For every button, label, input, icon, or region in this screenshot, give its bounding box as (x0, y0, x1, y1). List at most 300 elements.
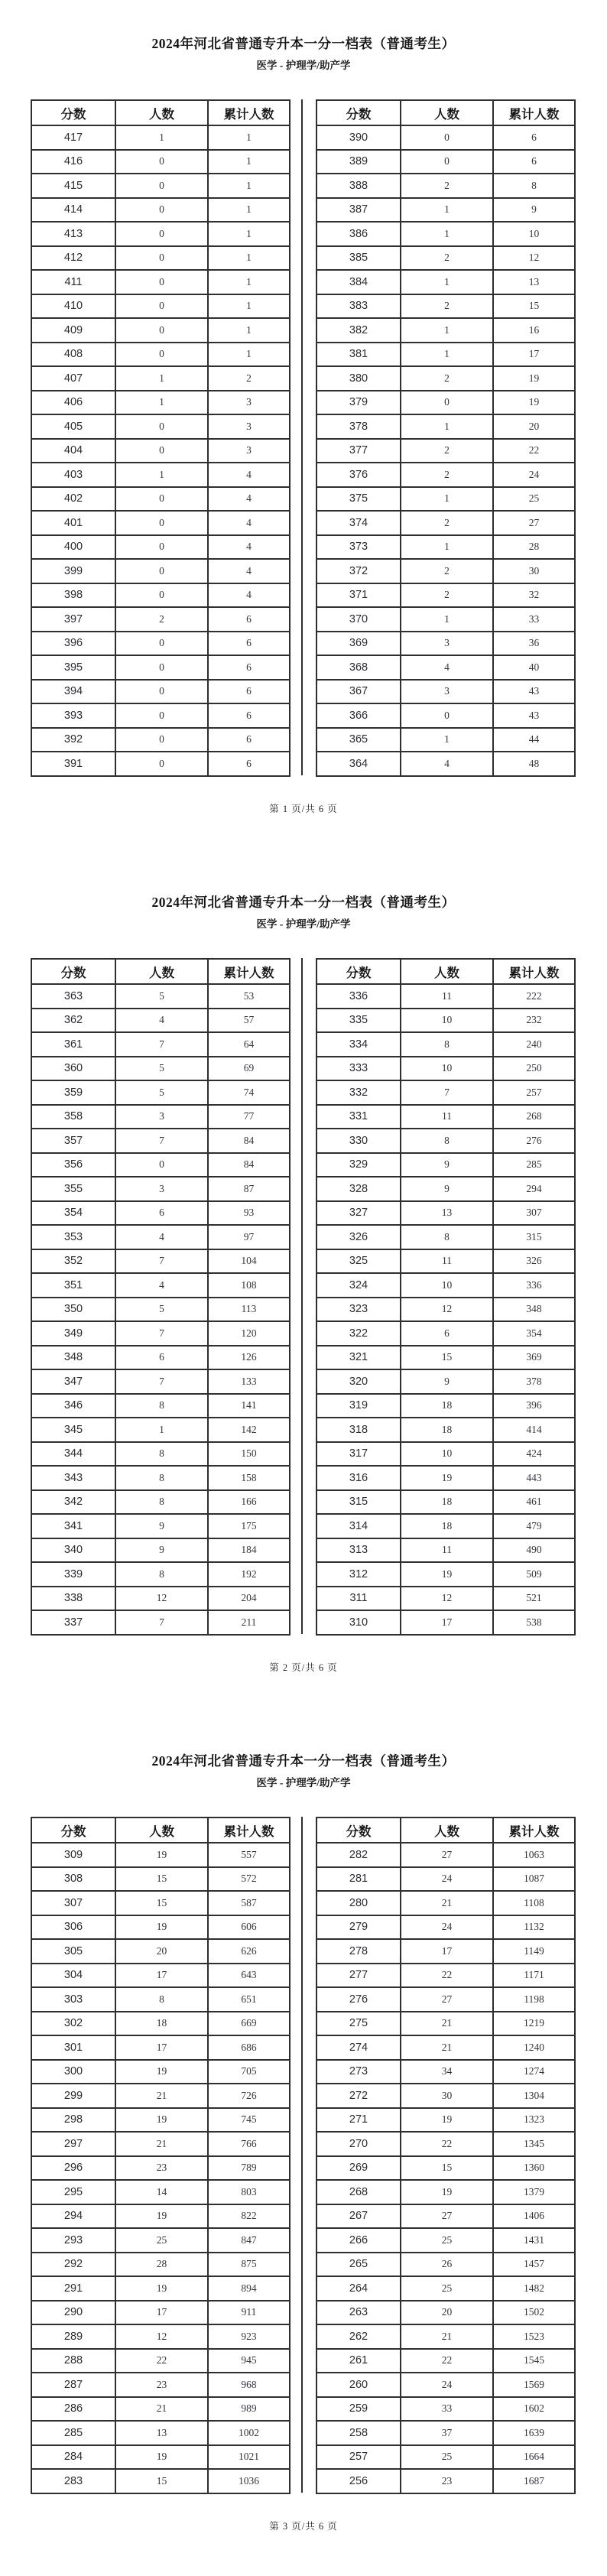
cumulative-cell: 789 (208, 2156, 290, 2181)
score-cell: 405 (31, 414, 115, 439)
score-cell: 302 (31, 2012, 115, 2036)
table-row (31, 703, 290, 728)
count-cell: 18 (401, 1394, 493, 1418)
count-cell: 12 (115, 1587, 208, 1611)
cumulative-cell: 184 (208, 1538, 290, 1563)
count-cell: 22 (401, 2132, 493, 2156)
count-cell: 7 (401, 1080, 493, 1105)
table-row (316, 1249, 575, 1274)
cumulative-cell: 133 (208, 1369, 290, 1394)
score-cell: 396 (31, 632, 115, 656)
score-cell: 279 (316, 1915, 401, 1940)
score-cell: 305 (31, 1939, 115, 1964)
cumulative-cell: 222 (493, 984, 575, 1009)
count-cell: 1 (401, 270, 493, 294)
cumulative-cell: 36 (493, 632, 575, 656)
count-cell: 19 (401, 2180, 493, 2204)
count-cell: 25 (401, 2445, 493, 2470)
count-cell: 2 (401, 366, 493, 391)
score-cell: 407 (31, 366, 115, 391)
cumulative-cell: 15 (493, 294, 575, 319)
count-cell: 8 (401, 1032, 493, 1057)
cumulative-cell: 294 (493, 1177, 575, 1201)
count-cell: 10 (401, 1009, 493, 1033)
score-cell: 322 (316, 1321, 401, 1346)
score-cell: 340 (31, 1538, 115, 1563)
count-cell: 21 (401, 2324, 493, 2349)
column-header-cumulative: 累计人数 (208, 959, 290, 984)
table-row (31, 2253, 290, 2277)
table-row (31, 2373, 290, 2397)
table-row (31, 2035, 290, 2060)
score-cell: 410 (31, 294, 115, 319)
count-cell: 1 (115, 1418, 208, 1442)
table-row (316, 2445, 575, 2470)
score-cell: 403 (31, 463, 115, 487)
score-table-right (316, 1817, 576, 2494)
count-cell: 11 (401, 1105, 493, 1129)
cumulative-cell: 745 (208, 2108, 290, 2133)
cumulative-cell: 48 (493, 752, 575, 776)
score-cell: 387 (316, 198, 401, 223)
table-row (31, 463, 290, 487)
score-cell: 386 (316, 222, 401, 246)
score-cell: 411 (31, 270, 115, 294)
score-cell: 334 (316, 1032, 401, 1057)
count-cell: 7 (115, 1321, 208, 1346)
column-header-score: 分数 (31, 959, 115, 984)
score-cell: 390 (316, 125, 401, 150)
score-cell: 329 (316, 1153, 401, 1178)
table-row (316, 1490, 575, 1515)
count-cell: 22 (401, 2349, 493, 2373)
count-cell: 1 (401, 198, 493, 223)
column-header-count: 人数 (115, 100, 208, 125)
score-cell: 355 (31, 1177, 115, 1201)
count-cell: 2 (401, 463, 493, 487)
score-cell: 400 (31, 535, 115, 560)
cumulative-cell: 923 (208, 2324, 290, 2349)
count-cell: 0 (115, 752, 208, 776)
cumulative-cell: 1 (208, 318, 290, 343)
table-row (31, 2421, 290, 2445)
column-header-count: 人数 (115, 1817, 208, 1843)
count-cell: 4 (115, 1225, 208, 1249)
table-row (316, 1610, 575, 1635)
score-cell: 336 (316, 984, 401, 1009)
cumulative-cell: 9 (493, 198, 575, 223)
document-subtitle: 医学 - 护理学/助产学 (256, 1777, 351, 1788)
count-cell: 0 (115, 198, 208, 223)
cumulative-cell: 1545 (493, 2349, 575, 2373)
table-row (316, 535, 575, 560)
column-header-cumulative: 累计人数 (208, 100, 290, 125)
table-row (31, 1201, 290, 1226)
count-cell: 19 (401, 1466, 493, 1490)
score-cell: 388 (316, 174, 401, 198)
cumulative-cell: 142 (208, 1418, 290, 1442)
table-row (316, 1891, 575, 1915)
table-row (316, 222, 575, 246)
count-cell: 19 (115, 2108, 208, 2133)
count-cell: 0 (115, 174, 208, 198)
count-cell: 19 (115, 2060, 208, 2084)
count-cell: 8 (401, 1225, 493, 1249)
score-cell: 341 (31, 1514, 115, 1538)
table-row (31, 150, 290, 174)
table-row (31, 1129, 290, 1153)
table-row (31, 535, 290, 560)
count-cell: 0 (401, 391, 493, 415)
count-cell: 1 (401, 318, 493, 343)
cumulative-cell: 3 (208, 391, 290, 415)
score-cell: 296 (31, 2156, 115, 2181)
cumulative-cell: 1 (208, 246, 290, 271)
cumulative-cell: 1219 (493, 2012, 575, 2036)
table-row (31, 1273, 290, 1298)
score-cell: 264 (316, 2276, 401, 2301)
table-row (31, 1964, 290, 1988)
score-cell: 335 (316, 1009, 401, 1033)
cumulative-cell: 104 (208, 1249, 290, 1274)
cumulative-cell: 64 (208, 1032, 290, 1057)
count-cell: 12 (401, 1298, 493, 1322)
score-cell: 397 (31, 607, 115, 632)
count-cell: 27 (401, 2204, 493, 2229)
table-row (31, 1418, 290, 1442)
score-cell: 363 (31, 984, 115, 1009)
table-row (31, 2349, 290, 2373)
score-cell: 371 (316, 583, 401, 608)
count-cell: 6 (115, 1201, 208, 1226)
score-cell: 295 (31, 2180, 115, 2204)
score-cell: 308 (31, 1867, 115, 1892)
cumulative-cell: 424 (493, 1442, 575, 1467)
score-cell: 339 (31, 1562, 115, 1587)
score-cell: 280 (316, 1891, 401, 1915)
table-row (316, 1843, 575, 1867)
count-cell: 8 (115, 1394, 208, 1418)
column-header-score: 分数 (31, 1817, 115, 1843)
score-cell: 381 (316, 343, 401, 367)
cumulative-cell: 150 (208, 1442, 290, 1467)
score-cell: 297 (31, 2132, 115, 2156)
table-row (316, 632, 575, 656)
count-cell: 3 (115, 1177, 208, 1201)
count-cell: 18 (401, 1418, 493, 1442)
cumulative-cell: 396 (493, 1394, 575, 1418)
score-cell: 359 (31, 1080, 115, 1105)
score-cell: 412 (31, 246, 115, 271)
count-cell: 5 (115, 1298, 208, 1322)
table-row (31, 1987, 290, 2012)
count-cell: 26 (401, 2253, 493, 2277)
table-row (316, 2421, 575, 2445)
table-row (316, 1321, 575, 1346)
cumulative-cell: 1687 (493, 2469, 575, 2493)
cumulative-cell: 268 (493, 1105, 575, 1129)
count-cell: 5 (115, 1080, 208, 1105)
count-cell: 0 (115, 1153, 208, 1178)
count-cell: 1 (115, 391, 208, 415)
score-cell: 404 (31, 439, 115, 463)
score-cell: 263 (316, 2301, 401, 2325)
score-cell: 347 (31, 1369, 115, 1394)
count-cell: 15 (115, 1867, 208, 1892)
score-cell: 301 (31, 2035, 115, 2060)
score-cell: 372 (316, 559, 401, 583)
score-cell: 289 (31, 2324, 115, 2349)
cumulative-cell: 1132 (493, 1915, 575, 1940)
score-cell: 342 (31, 1490, 115, 1515)
table-row (31, 1177, 290, 1201)
cumulative-cell: 53 (208, 984, 290, 1009)
table-row (31, 1442, 290, 1467)
score-cell: 383 (316, 294, 401, 319)
table-row (31, 2228, 290, 2253)
score-cell: 361 (31, 1032, 115, 1057)
count-cell: 7 (115, 1032, 208, 1057)
cumulative-cell: 1240 (493, 2035, 575, 2060)
score-cell: 325 (316, 1249, 401, 1274)
cumulative-cell: 1 (208, 174, 290, 198)
count-cell: 0 (115, 343, 208, 367)
table-row (31, 1490, 290, 1515)
count-cell: 1 (401, 728, 493, 752)
cumulative-cell: 1171 (493, 1964, 575, 1988)
table-row (316, 1273, 575, 1298)
header-row (31, 100, 290, 125)
count-cell: 37 (401, 2421, 493, 2445)
cumulative-cell: 989 (208, 2397, 290, 2422)
score-cell: 273 (316, 2060, 401, 2084)
cumulative-cell: 1149 (493, 1939, 575, 1964)
score-table-left (31, 99, 291, 777)
cumulative-cell: 443 (493, 1466, 575, 1490)
score-cell: 368 (316, 655, 401, 680)
count-cell: 30 (401, 2084, 493, 2108)
table-row (31, 1867, 290, 1892)
count-cell: 0 (115, 246, 208, 271)
cumulative-cell: 587 (208, 1891, 290, 1915)
count-cell: 17 (115, 2301, 208, 2325)
table-row (316, 1032, 575, 1057)
cumulative-cell: 521 (493, 1587, 575, 1611)
cumulative-cell: 240 (493, 1032, 575, 1057)
table-row (31, 1610, 290, 1635)
table-row (316, 1105, 575, 1129)
table-row (316, 391, 575, 415)
table-row (31, 607, 290, 632)
cumulative-cell: 538 (493, 1610, 575, 1635)
score-cell: 346 (31, 1394, 115, 1418)
column-header-cumulative: 累计人数 (493, 100, 575, 125)
count-cell: 27 (401, 1843, 493, 1867)
score-cell: 276 (316, 1987, 401, 2012)
cumulative-cell: 766 (208, 2132, 290, 2156)
cumulative-cell: 13 (493, 270, 575, 294)
column-header-count: 人数 (401, 1817, 493, 1843)
cumulative-cell: 6 (208, 703, 290, 728)
count-cell: 17 (115, 1964, 208, 1988)
cumulative-cell: 113 (208, 1298, 290, 1322)
table-row (31, 655, 290, 680)
count-cell: 20 (401, 2301, 493, 2325)
cumulative-cell: 414 (493, 1418, 575, 1442)
count-cell: 21 (115, 2084, 208, 2108)
cumulative-cell: 44 (493, 728, 575, 752)
table-row (316, 1939, 575, 1964)
cumulative-cell: 6 (208, 728, 290, 752)
table-row (31, 1587, 290, 1611)
header-row (316, 1817, 575, 1843)
table-row (31, 125, 290, 150)
score-cell: 360 (31, 1057, 115, 1081)
cumulative-cell: 43 (493, 680, 575, 704)
score-cell: 259 (316, 2397, 401, 2422)
tables-row (0, 99, 607, 777)
score-cell: 299 (31, 2084, 115, 2108)
column-header-count: 人数 (401, 959, 493, 984)
cumulative-cell: 77 (208, 1105, 290, 1129)
count-cell: 7 (115, 1129, 208, 1153)
count-cell: 4 (115, 1009, 208, 1033)
tables-row (0, 1817, 607, 2494)
score-cell: 406 (31, 391, 115, 415)
cumulative-cell: 1664 (493, 2445, 575, 2470)
cumulative-cell: 10 (493, 222, 575, 246)
count-cell: 23 (401, 2469, 493, 2493)
cumulative-cell: 6 (208, 607, 290, 632)
cumulative-cell: 158 (208, 1466, 290, 1490)
count-cell: 0 (115, 150, 208, 174)
count-cell: 1 (401, 414, 493, 439)
count-cell: 10 (401, 1442, 493, 1467)
score-cell: 285 (31, 2421, 115, 2445)
cumulative-cell: 686 (208, 2035, 290, 2060)
score-table-left (31, 958, 291, 1636)
cumulative-cell: 1 (208, 222, 290, 246)
count-cell: 19 (401, 1562, 493, 1587)
score-cell: 283 (31, 2469, 115, 2493)
count-cell: 25 (401, 2276, 493, 2301)
page-number-footer: 第 2 页/共 6 页 (269, 1662, 338, 1673)
score-cell: 393 (31, 703, 115, 728)
count-cell: 13 (115, 2421, 208, 2445)
count-cell: 3 (401, 632, 493, 656)
cumulative-cell: 1198 (493, 1987, 575, 2012)
count-cell: 0 (401, 703, 493, 728)
score-cell: 318 (316, 1418, 401, 1442)
cumulative-cell: 509 (493, 1562, 575, 1587)
table-row (316, 1442, 575, 1467)
cumulative-cell: 1 (208, 270, 290, 294)
table-row (31, 583, 290, 608)
table-row (316, 2276, 575, 2301)
table-row (31, 2108, 290, 2133)
cumulative-cell: 626 (208, 1939, 290, 1964)
cumulative-cell: 911 (208, 2301, 290, 2325)
table-row (31, 2397, 290, 2422)
cumulative-cell: 945 (208, 2349, 290, 2373)
score-cell: 314 (316, 1514, 401, 1538)
table-row (31, 1346, 290, 1370)
column-header-cumulative: 累计人数 (493, 1817, 575, 1843)
count-cell: 19 (115, 2445, 208, 2470)
score-cell: 319 (316, 1394, 401, 1418)
score-cell: 293 (31, 2228, 115, 2253)
cumulative-cell: 12 (493, 246, 575, 271)
table-row (31, 2132, 290, 2156)
score-cell: 349 (31, 1321, 115, 1346)
table-row (316, 583, 575, 608)
cumulative-cell: 1 (208, 343, 290, 367)
count-cell: 0 (115, 487, 208, 512)
count-cell: 9 (115, 1538, 208, 1563)
count-cell: 14 (115, 2180, 208, 2204)
cumulative-cell: 4 (208, 583, 290, 608)
count-cell: 11 (401, 984, 493, 1009)
count-cell: 7 (115, 1610, 208, 1635)
cumulative-cell: 6 (208, 680, 290, 704)
count-cell: 21 (115, 2397, 208, 2422)
count-cell: 18 (401, 1490, 493, 1515)
cumulative-cell: 307 (493, 1201, 575, 1226)
cumulative-cell: 875 (208, 2253, 290, 2277)
cumulative-cell: 705 (208, 2060, 290, 2084)
count-cell: 3 (401, 680, 493, 704)
cumulative-cell: 606 (208, 1915, 290, 1940)
score-cell: 364 (316, 752, 401, 776)
cumulative-cell: 108 (208, 1273, 290, 1298)
score-cell: 391 (31, 752, 115, 776)
score-cell: 312 (316, 1562, 401, 1587)
score-table-right (316, 99, 576, 777)
score-cell: 257 (316, 2445, 401, 2470)
score-cell: 365 (316, 728, 401, 752)
cumulative-cell: 32 (493, 583, 575, 608)
count-cell: 19 (115, 1915, 208, 1940)
table-row (316, 728, 575, 752)
score-cell: 378 (316, 414, 401, 439)
count-cell: 5 (115, 984, 208, 1009)
count-cell: 15 (401, 2156, 493, 2181)
table-row (316, 1153, 575, 1178)
cumulative-cell: 1379 (493, 2180, 575, 2204)
table-row (316, 463, 575, 487)
score-cell: 262 (316, 2324, 401, 2349)
cumulative-cell: 1457 (493, 2253, 575, 2277)
cumulative-cell: 369 (493, 1346, 575, 1370)
count-cell: 21 (401, 1891, 493, 1915)
count-cell: 15 (401, 1346, 493, 1370)
table-row (31, 1466, 290, 1490)
score-cell: 379 (316, 391, 401, 415)
count-cell: 17 (401, 1939, 493, 1964)
table-row (31, 511, 290, 535)
score-cell: 354 (31, 1201, 115, 1226)
cumulative-cell: 1569 (493, 2373, 575, 2397)
count-cell: 6 (115, 1346, 208, 1370)
count-cell: 1 (401, 343, 493, 367)
table-row (316, 1964, 575, 1988)
count-cell: 0 (401, 125, 493, 150)
cumulative-cell: 3 (208, 414, 290, 439)
table-row (316, 1466, 575, 1490)
count-cell: 0 (115, 535, 208, 560)
score-cell: 277 (316, 1964, 401, 1988)
count-cell: 34 (401, 2060, 493, 2084)
